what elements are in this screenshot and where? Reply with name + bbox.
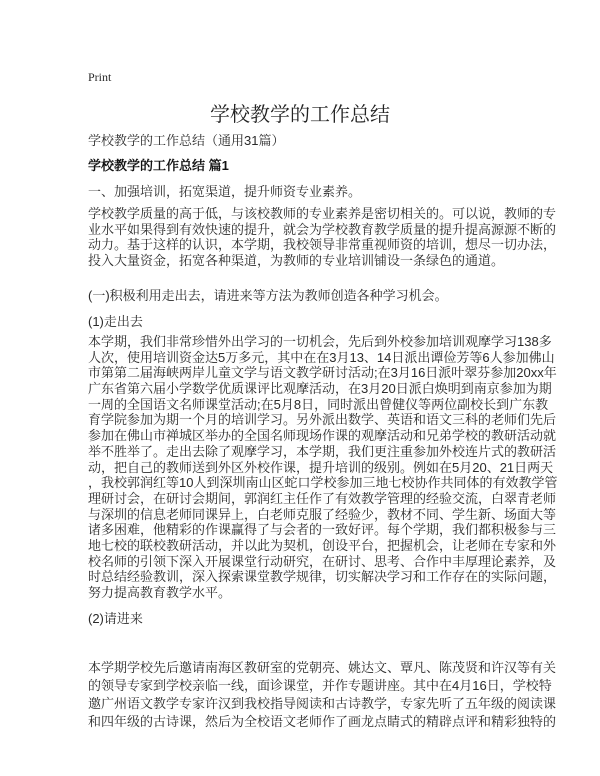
section-heading: 学校教学的工作总结 篇1 bbox=[88, 158, 229, 173]
text-line: 育学院参加为期一个月的培训学习。另外派出数学、英语和语文三科的老师们先后 bbox=[88, 412, 557, 428]
text-line: 人次，使用培训资金达5万多元，其中在在3月13、14日派出谭俭芳等6人参加佛山 bbox=[88, 349, 555, 365]
text-line: 与深圳的信息老师同课异上，白老师克服了经验少，教材不同、学生新、场面大等 bbox=[88, 506, 557, 522]
text-line: 广东省第六届小学数学优质课评比观摩活动，在3月20日派白焕明到南京参加为期 bbox=[88, 381, 552, 397]
text-line: 一周的全国语文名师课堂活动;在5月8日，同时派出曾健仪等两位副校长到广东教 bbox=[88, 396, 549, 412]
text-line: 校名师的引领下深入开展课堂行动研究，在研讨、思考、合作中丰厚理论素养，及 bbox=[88, 553, 557, 569]
text-line: 举不胜举了。走出去除了观摩学习，本学期，我们更注重参加外校连片式的教研活 bbox=[88, 443, 557, 459]
text-line: 参加在佛山市禅城区举办的全国名师现场作课的观摩活动和兄弟学校的教研活动就 bbox=[88, 428, 557, 444]
page-title: 学校教学的工作总结 bbox=[210, 104, 390, 126]
paragraph-3 bbox=[88, 659, 557, 731]
text-line: 地七校的联校教研活动，并以此为契机，创设平台，把握机会，让老师在专家和外 bbox=[88, 537, 557, 553]
text-line: 市第第二届海峡两岸儿童文学与语文教学研讨活动;在3月16日派叶翠芬参加20xx年 bbox=[88, 365, 557, 381]
item-heading-1: (1)走出去 bbox=[88, 314, 143, 329]
subtitle: 学校教学的工作总结（通用31篇） bbox=[88, 133, 285, 148]
text-line: 投入大量资金，拓宽各种渠道，为教师的专业培训铺设一条绿色的通道。 bbox=[88, 253, 505, 269]
text-line: 动力。基于这样的认识，本学期，我校领导非常重视师资的培训，想尽一切办法， bbox=[88, 237, 557, 253]
text-line: 和四年级的古诗课，然后为全校语文老师作了画龙点睛式的精辟点评和精彩独特的 bbox=[88, 714, 557, 729]
point-heading: 一、加强培训，拓宽渠道，提升师资专业素养。 bbox=[88, 184, 362, 199]
print-link[interactable]: Print bbox=[88, 70, 112, 84]
text-line: 动，把自己的教师送到外区外校作课，提升培训的级别。例如在5月20、21日两天 bbox=[88, 459, 554, 475]
item-heading-2: (2)请进来 bbox=[88, 611, 143, 626]
text-line: 理研讨会，在研讨会期间，郭润红主任作了有效教学管理的经验交流，白翠青老师 bbox=[88, 490, 557, 506]
text-line: ，我校郭润红等10人到深圳南山区蛇口学校参加三地七校协作共同体的有效教学管 bbox=[88, 475, 558, 491]
text-line: 努力提高教育教学水平。 bbox=[88, 585, 232, 600]
sub-heading: (一)积极利用走出去，请进来等方法为教师创造各种学习机会。 bbox=[88, 288, 448, 303]
text-line: 本学期，我们非常珍惜外出学习的一切机会，先后到外校参加培训观摩学习138多 bbox=[88, 334, 552, 349]
text-line: 邀广州语文教学专家许汉到我校指导阅读和古诗教学，专家先听了五年级的阅读课 bbox=[88, 696, 557, 711]
text-line: 的领导专家到学校亲临一线，面诊课堂，并作专题讲座。其中在4月16日，学校特 bbox=[88, 678, 552, 693]
text-line: 诸多困难，他精彩的作课赢得了与会者的一致好评。每个学期，我们都积极参与三 bbox=[88, 522, 557, 538]
text-line: 学校教学质量的高于低，与该校教师的专业素养是密切相关的。可以说，教师的专 bbox=[88, 206, 557, 221]
text-line: 时总结经验教训，深入探索课堂教学规律，切实解决学习和工作存在的实际问题， bbox=[88, 569, 557, 585]
paragraph-2 bbox=[88, 334, 558, 601]
text-line: 业水平如果得到有效快速的提升，就会为学校教育教学质量的提升提高源源不断的 bbox=[88, 221, 557, 237]
text-line: 本学期学校先后邀请南海区教研室的党朝亮、姚达文、覃凡、陈茂贤和许汉等有关 bbox=[88, 660, 557, 675]
paragraph-1 bbox=[88, 206, 557, 269]
